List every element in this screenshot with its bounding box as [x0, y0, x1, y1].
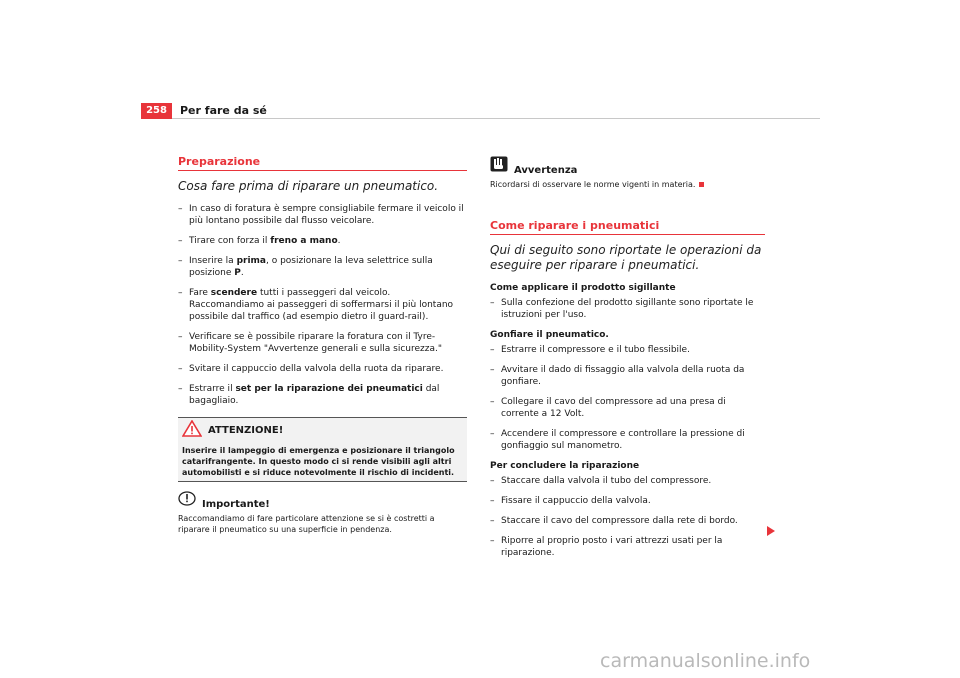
- list-item: – Sulla confezione del prodotto sigillante sono riportate le istruzioni per l'uso.: [490, 297, 765, 321]
- list-item: – Verificare se è possibile riparare la foratura con il Tyre-Mobility-System "Avvertenze generali e sulla sicurezza.": [178, 331, 467, 355]
- important-note: [178, 491, 467, 535]
- list-item: – Svitare il cappuccio della valvola della ruota da riparare.: [178, 363, 467, 375]
- section-title-riparare: Come riparare i pneumatici: [490, 219, 765, 235]
- section-title-preparazione: Preparazione: [178, 155, 467, 171]
- watermark: carmanualsonline.info: [600, 650, 811, 672]
- list-item: – Inserire la prima, o posizionare la leva selettrice sulla posizione P.: [178, 255, 467, 279]
- avvertenza-text: Ricordarsi di osservare le norme vigenti in materia.: [490, 179, 765, 190]
- list-item: – Estrarre il set per la riparazione dei pneumatici dal bagagliaio.: [178, 383, 467, 407]
- preparation-steps: [178, 203, 467, 407]
- list-item: – Staccare il cavo del compressore dalla rete di bordo.: [490, 515, 765, 527]
- list-item: – Accendere il compressore e controllare la pressione di gonfiaggio sul manometro.: [490, 428, 765, 452]
- warning-text: Inserire il lampeggio di emergenza e posizionare il triangolo catarifrangente. In questo modo ci si rende visibili agli altri automobilisti e si riduce notevolmente il rischio di incidenti.: [182, 446, 455, 477]
- list-item: – Fare scendere tutti i passeggeri dal veicolo. Raccomandiamo ai passeggeri di soffermarsi il più lontano possibile dal traffico (ad esempio dietro il guard-rail).: [178, 287, 467, 323]
- right-column: [490, 156, 765, 567]
- warning-triangle-icon: [182, 420, 202, 441]
- group-heading: Come applicare il prodotto sigillante: [490, 283, 676, 293]
- step-group: [490, 460, 765, 559]
- list-item: – Collegare il cavo del compressore ad una presa di corrente a 12 Volt.: [490, 396, 765, 420]
- continue-arrow-icon: [767, 521, 775, 540]
- group-steps: [490, 344, 765, 452]
- left-column: [178, 155, 467, 535]
- important-circle-icon: [178, 491, 196, 510]
- group-heading: Per concludere la riparazione: [490, 461, 640, 471]
- group-steps: [490, 297, 765, 321]
- important-header: [178, 491, 467, 510]
- end-square-icon: [699, 182, 704, 187]
- running-title: Per fare da sé: [180, 104, 267, 117]
- group-steps: [490, 475, 765, 559]
- header-rule: [172, 118, 820, 119]
- step-group: [490, 282, 765, 321]
- list-item: – Staccare dalla valvola il tubo del compressore.: [490, 475, 765, 487]
- list-item: – Riporre al proprio posto i vari attrezzi usati per la riparazione.: [490, 535, 765, 559]
- list-item: – Avvitare il dado di fissaggio alla valvola della ruota da gonfiare.: [490, 364, 765, 388]
- list-item: – Fissare il cappuccio della valvola.: [490, 495, 765, 507]
- list-item: – In caso di foratura è sempre consigliabile fermare il veicolo il più lontano possibile dal flusso veicolare.: [178, 203, 467, 227]
- important-title: Importante!: [202, 499, 270, 510]
- warning-box: [178, 417, 467, 482]
- section-subtitle: Qui di seguito sono riportate le operazioni da eseguire per riparare i pneumatici.: [490, 243, 762, 272]
- avvertenza-title: Avvertenza: [514, 165, 578, 176]
- page-number: 258: [141, 103, 172, 119]
- avvertenza-header: [490, 156, 765, 176]
- group-heading: Gonfiare il pneumatico.: [490, 330, 609, 340]
- section-subtitle: Cosa fare prima di riparare un pneumatico.: [178, 179, 439, 193]
- avvertenza-note: [490, 156, 765, 190]
- note-hand-icon: [490, 156, 508, 176]
- important-text: Raccomandiamo di fare particolare attenzione se si è costretti a riparare il pneumatico su una superficie in pendenza.: [178, 514, 435, 534]
- warning-title: ATTENZIONE!: [208, 425, 284, 436]
- list-item: – Tirare con forza il freno a mano.: [178, 235, 467, 247]
- warning-header: [182, 420, 463, 441]
- step-group: [490, 329, 765, 452]
- list-item: – Estrarre il compressore e il tubo flessibile.: [490, 344, 765, 356]
